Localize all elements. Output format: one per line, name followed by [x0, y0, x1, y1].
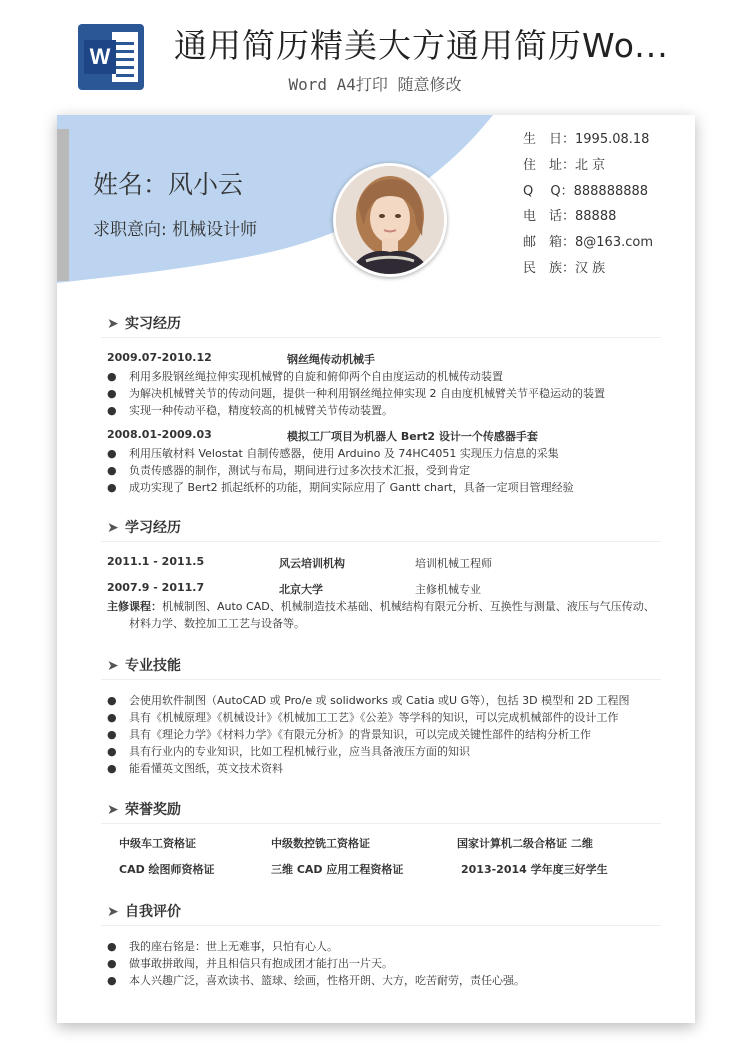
section-internship-title: ➤ 实习经历 [107, 316, 181, 332]
header-accent-bar [57, 129, 69, 281]
bullet-icon: ● [107, 711, 117, 724]
bullet-icon: ● [107, 694, 117, 707]
section-skills-title: ➤ 专业技能 [107, 658, 181, 674]
list-item: ● 具有《理论力学》《材料力学》《有限元分析》的背景知识，可以完成关键性部件的结构分析工作 [107, 728, 591, 741]
info-row-phone: 电 话：88888 [523, 209, 617, 225]
chevron-right-icon: ➤ [107, 658, 119, 674]
bullet-icon: ● [107, 481, 117, 494]
internship-project: 模拟工厂项目为机器人 Bert2 设计一个传感器手套 [287, 430, 538, 443]
bullet-icon: ● [107, 370, 117, 383]
list-item: ● 为解决机械臂关节的传动问题，提供一种利用钢丝绳拉伸实现 2 自由度机械臂关节平稳运动的装置 [107, 387, 605, 400]
banner [0, 0, 750, 110]
edu-school: 北京大学 [279, 583, 323, 596]
bullet-icon: ● [107, 974, 117, 987]
profile-photo [333, 163, 447, 277]
word-letter: W [84, 40, 116, 74]
honor-item: 2013-2014 学年度三好学生 [461, 863, 608, 876]
section-divider [101, 823, 661, 824]
honor-item: 中级数控铣工资格证 [271, 837, 370, 850]
info-row-ethnicity: 民 族：汉 族 [523, 260, 606, 276]
list-item: ● 我的座右铭是：世上无难事，只怕有心人。 [107, 940, 338, 953]
honor-item: 国家计算机二级合格证 二维 [457, 837, 593, 850]
list-item: ● 负责传感器的制作，测试与布局，期间进行过多次技术汇报，受到肯定 [107, 464, 470, 477]
bullet-icon: ● [107, 957, 117, 970]
edu-date: 2007.9 - 2011.7 [107, 581, 205, 594]
edu-school: 风云培训机构 [279, 557, 345, 570]
bullet-icon: ● [107, 745, 117, 758]
job-intent: 求职意向: 机械设计师 [93, 220, 258, 240]
info-row-email: 邮 箱：8@163.com [523, 235, 653, 251]
banner-subtitle: Word A4打印 随意修改 [288, 75, 462, 94]
list-item: ● 会使用软件制图（AutoCAD 或 Pro/e 或 solidworks 或 Catia 或U G等），包括 3D 模型和 2D 工程图 [107, 694, 630, 707]
list-item: ● 利用多股钢丝绳拉伸实现机械臂的自旋和俯仰两个自由度运动的机械传动装置 [107, 370, 503, 383]
section-divider [101, 541, 661, 542]
courses-line: 材料力学、数控加工工艺与设备等。 [129, 617, 305, 630]
section-education-title: ➤ 学习经历 [107, 520, 181, 536]
section-divider [101, 925, 661, 926]
honor-item: 中级车工资格证 [119, 837, 196, 850]
list-item: ● 本人兴趣广泛，喜欢读书、篮球、绘画，性格开朗、大方，吃苦耐劳，责任心强。 [107, 974, 525, 987]
internship-date: 2009.07-2010.12 [107, 351, 212, 364]
bullet-icon: ● [107, 728, 117, 741]
section-divider [101, 679, 661, 680]
list-item: ● 成功实现了 Bert2 抓起纸杯的功能，期间实际应用了 Gantt chart，具备一定项目管理经验 [107, 481, 574, 494]
list-item: ● 做事敢拼敢闯，并且相信只有抱成团才能打出一片天。 [107, 957, 393, 970]
edu-date: 2011.1 - 2011.5 [107, 555, 205, 568]
bullet-icon: ● [107, 940, 117, 953]
honor-item: 三维 CAD 应用工程资格证 [271, 863, 404, 876]
list-item: ● 具有《机械原理》《机械设计》《机械加工工艺》《公差》等学科的知识，可以完成机械部件的设计工作 [107, 711, 619, 724]
section-self-eval-title: ➤ 自我评价 [107, 904, 181, 920]
internship-project: 钢丝绳传动机械手 [287, 353, 375, 366]
info-row-address: 住 址：北 京 [523, 157, 606, 173]
list-item: ● 实现一种传动平稳，精度较高的机械臂关节传动装置。 [107, 404, 393, 417]
list-item: ● 具有行业内的专业知识，比如工程机械行业，应当具备液压方面的知识 [107, 745, 470, 758]
info-row-birthday: 生 日：1995.08.18 [523, 132, 650, 147]
list-item: ● 利用压敏材料 Velostat 自制传感器，使用 Arduino 及 74HC4051 实现压力信息的采集 [107, 447, 559, 460]
internship-date: 2008.01-2009.03 [107, 428, 212, 441]
courses-line: 主修课程：机械制图、Auto CAD、机械制造技术基础、机械结构有限元分析、互换性与测量、液压与气压传动、 [107, 600, 655, 613]
section-divider [101, 337, 661, 338]
personal-info [523, 129, 653, 284]
chevron-right-icon: ➤ [107, 520, 119, 536]
resume-page [57, 115, 695, 1023]
info-row-qq: Q Q：888888888 [523, 183, 649, 199]
bullet-icon: ● [107, 464, 117, 477]
chevron-right-icon: ➤ [107, 904, 119, 920]
honor-item: CAD 绘图师资格证 [119, 863, 215, 876]
candidate-name: 姓名：风小云 [93, 170, 244, 199]
banner-title: 通用简历精美大方通用简历Wo... [174, 26, 669, 65]
edu-major: 主修机械专业 [415, 583, 481, 596]
bullet-icon: ● [107, 762, 117, 775]
bullet-icon: ● [107, 404, 117, 417]
section-honors-title: ➤ 荣誉奖励 [107, 802, 181, 818]
edu-major: 培训机械工程师 [415, 557, 492, 570]
chevron-right-icon: ➤ [107, 802, 119, 818]
list-item: ● 能看懂英文图纸，英文技术资料 [107, 762, 283, 775]
chevron-right-icon: ➤ [107, 316, 119, 332]
bullet-icon: ● [107, 387, 117, 400]
bullet-icon: ● [107, 447, 117, 460]
